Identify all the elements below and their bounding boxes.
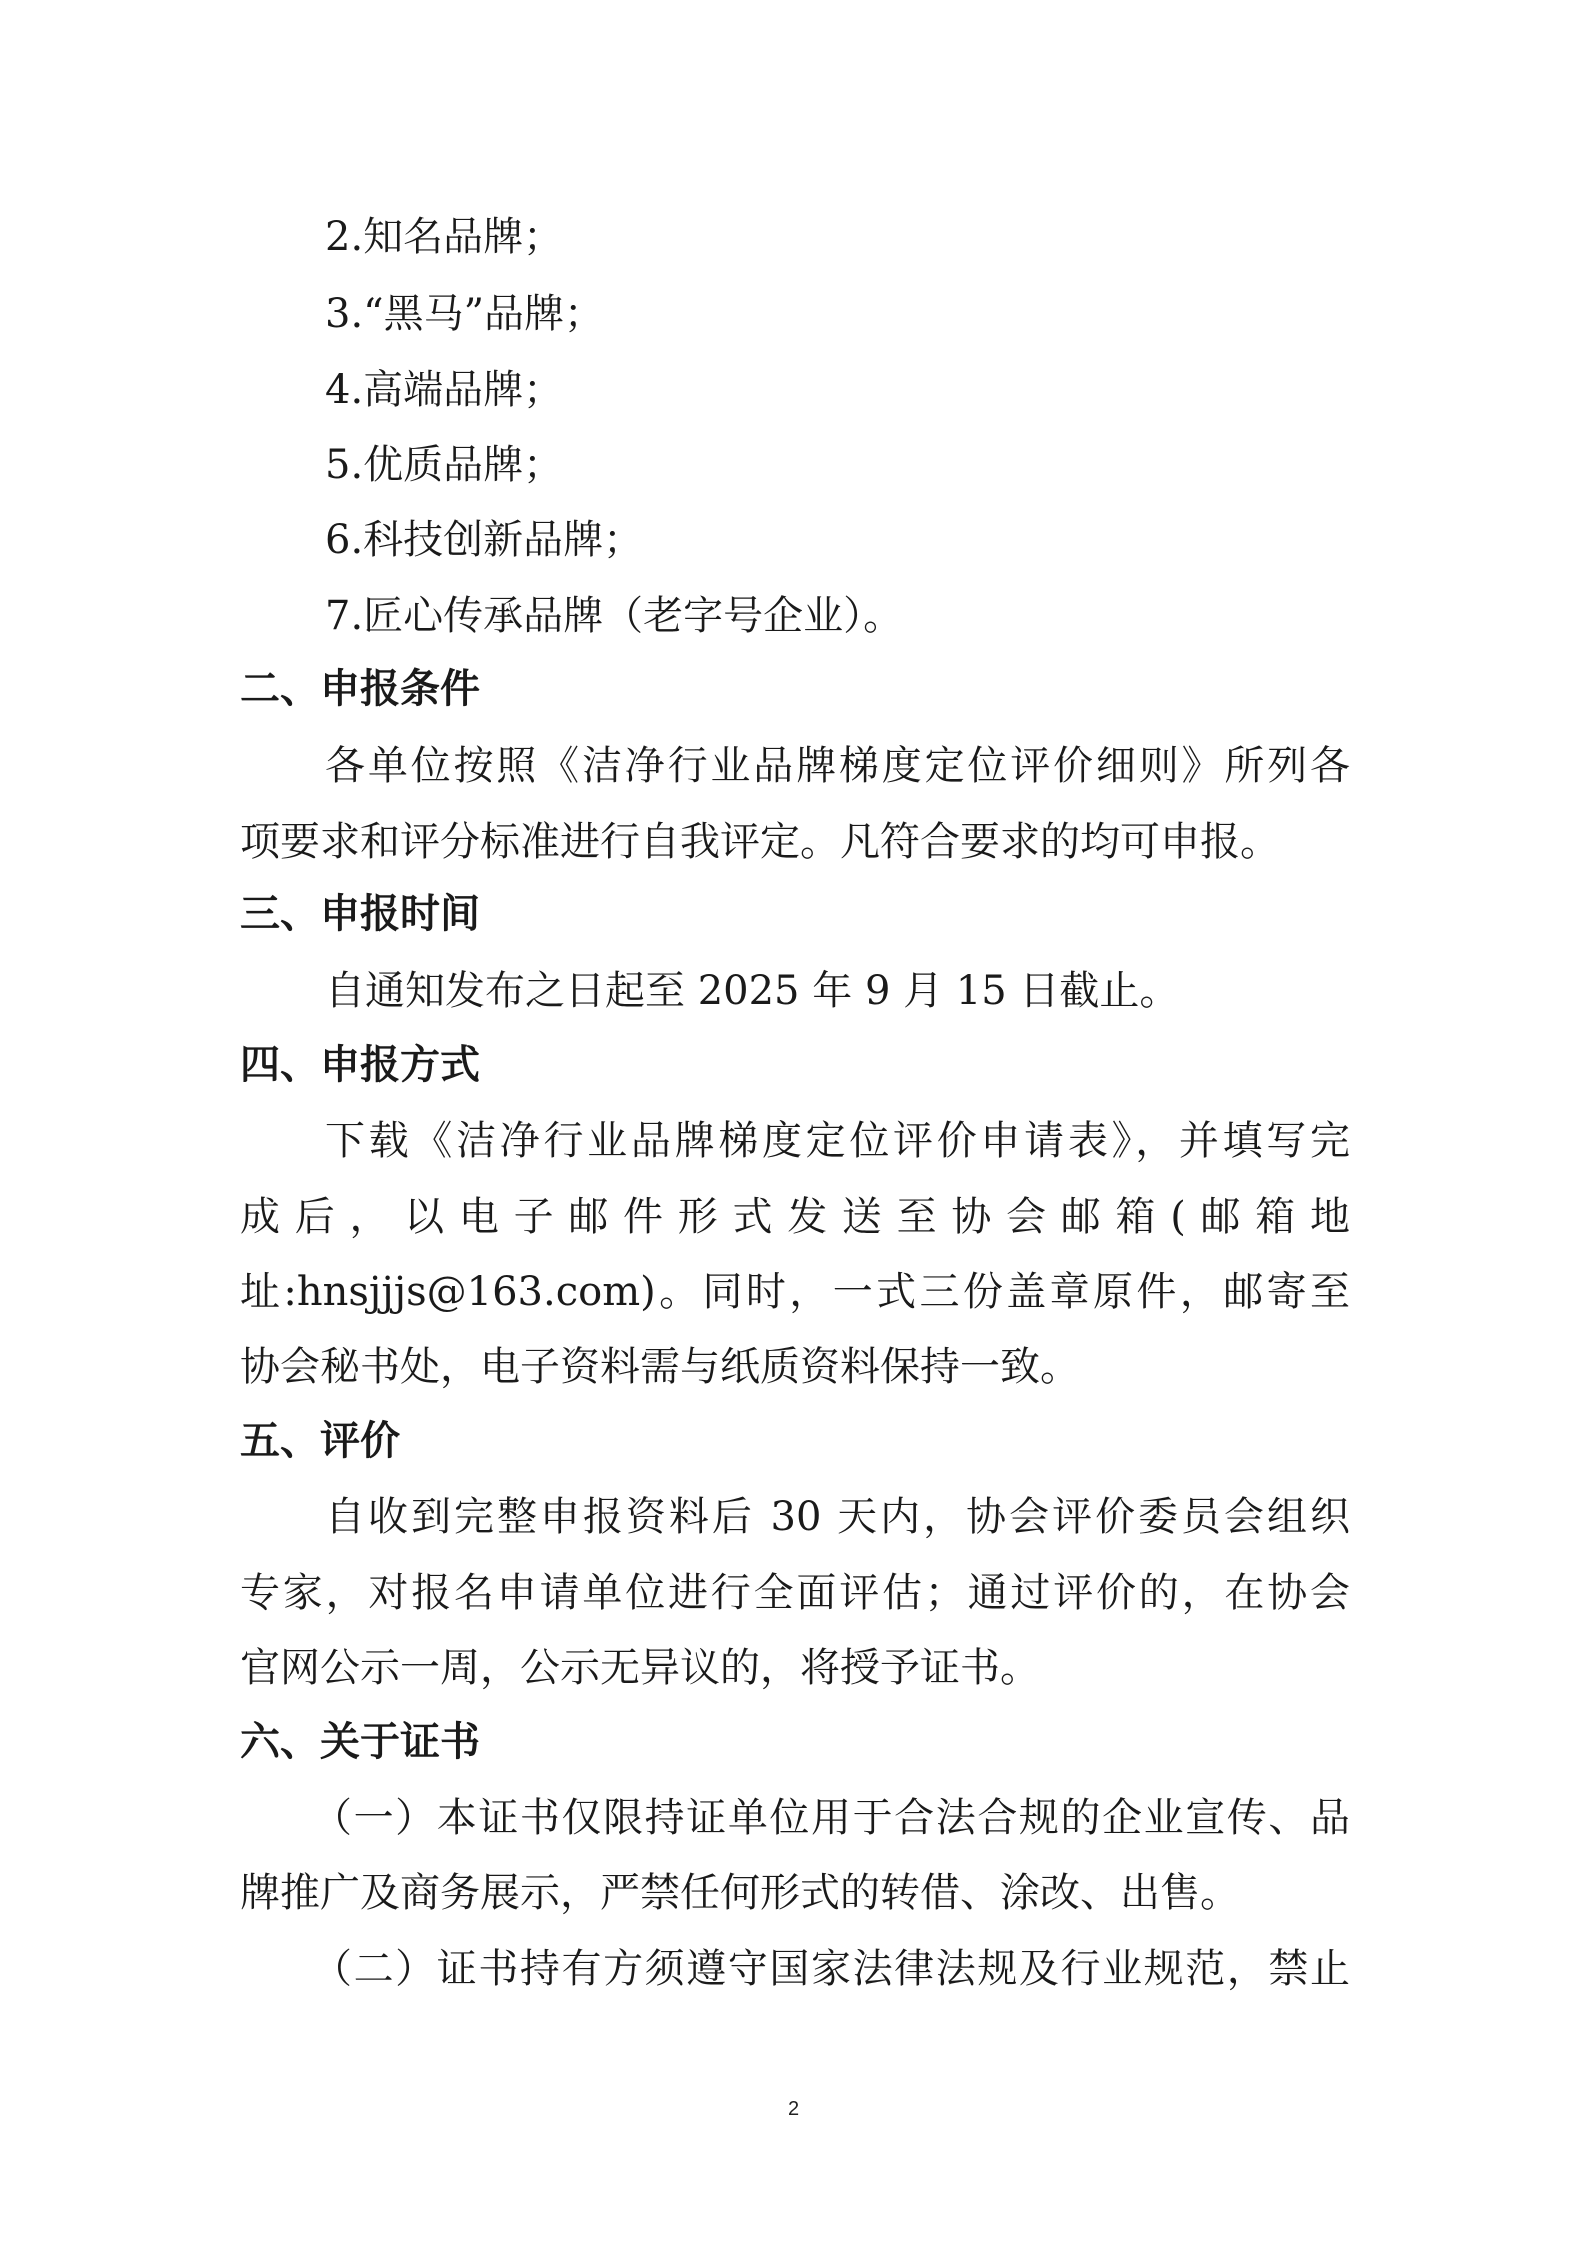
- certificate-paragraph-line-1: （一）本证书仅限持证单位用于合法合规的企业宣传、品: [312, 1795, 1350, 1841]
- brand-list-item-5: 5.优质品牌；: [325, 442, 564, 488]
- brand-list-item-3: 3.“黑马”品牌；: [325, 291, 605, 337]
- section-heading-certificate: 六、关于证书: [240, 1719, 480, 1765]
- method-paragraph-line-4: 协会秘书处，电子资料需与纸质资料保持一致。: [240, 1344, 1080, 1390]
- time-paragraph-line-1: 自通知发布之日起至 2025 年 9 月 15 日截止。: [325, 968, 1180, 1014]
- method-paragraph-line-1: 下载《洁净行业品牌梯度定位评价申请表》，并填写完: [325, 1118, 1350, 1164]
- evaluation-paragraph-line-3: 官网公示一周，公示无异议的，将授予证书。: [240, 1645, 1040, 1691]
- method-paragraph-line-3: 址:hnsjjjs@163.com)。同时，一式三份盖章原件，邮寄至: [240, 1269, 1350, 1315]
- section-heading-conditions: 二、申报条件: [240, 666, 480, 712]
- certificate-paragraph-line-3: （二）证书持有方须遵守国家法律法规及行业规范，禁止: [312, 1946, 1350, 1992]
- section-heading-evaluation: 五、评价: [240, 1418, 400, 1464]
- evaluation-paragraph-line-2: 专家，对报名申请单位进行全面评估；通过评价的，在协会: [240, 1570, 1350, 1616]
- brand-list-item-6: 6.科技创新品牌；: [325, 517, 644, 563]
- brand-list-item-4: 4.高端品牌；: [325, 367, 564, 413]
- method-paragraph-line-2: 成后，以电子邮件形式发送至协会邮箱(邮箱地: [240, 1194, 1350, 1240]
- conditions-paragraph-line-2: 项要求和评分标准进行自我评定。凡符合要求的均可申报。: [240, 819, 1280, 865]
- page-number: 2: [787, 2098, 800, 2120]
- certificate-paragraph-line-2: 牌推广及商务展示，严禁任何形式的转借、涂改、出售。: [240, 1870, 1240, 1916]
- evaluation-paragraph-line-1: 自收到完整申报资料后 30 天内，协会评价委员会组织: [325, 1494, 1350, 1540]
- brand-list-item-7: 7.匠心传承品牌（老字号企业）。: [325, 593, 904, 639]
- section-heading-time: 三、申报时间: [240, 891, 480, 937]
- brand-list-item-2: 2.知名品牌；: [325, 214, 564, 260]
- section-heading-method: 四、申报方式: [240, 1042, 480, 1088]
- conditions-paragraph-line-1: 各单位按照《洁净行业品牌梯度定位评价细则》所列各: [325, 743, 1350, 789]
